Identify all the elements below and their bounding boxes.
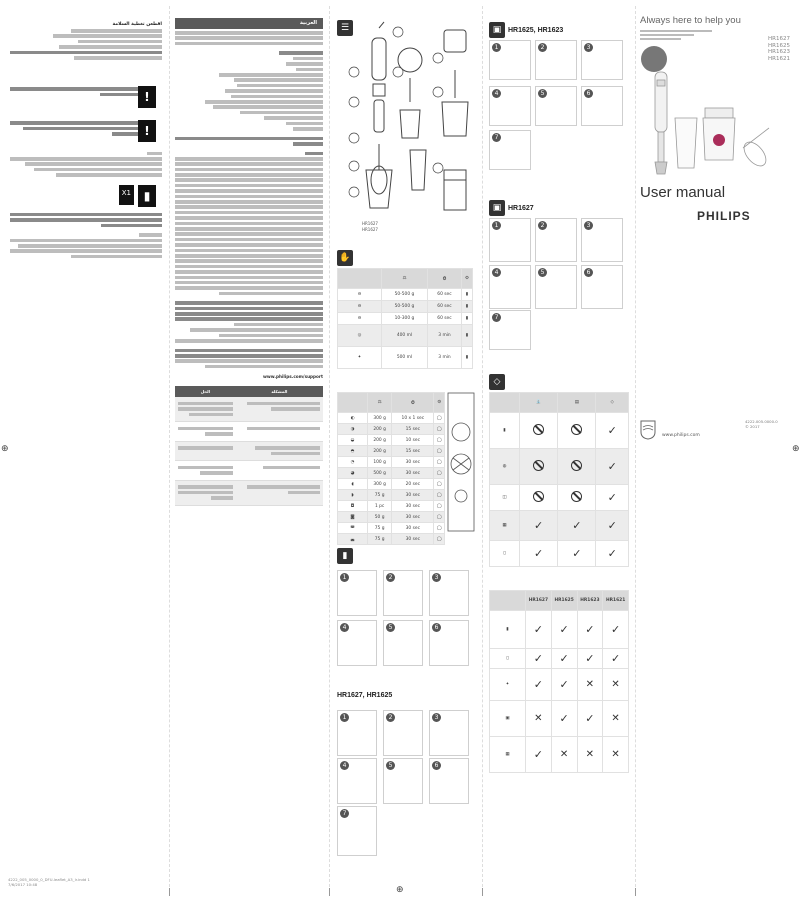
not-allowed-icon bbox=[571, 460, 582, 471]
tap-icon: ⛲ bbox=[520, 393, 558, 413]
check-icon: ✓ bbox=[596, 485, 629, 511]
table-cell: 15 sec bbox=[392, 424, 434, 435]
step-2: 2 bbox=[383, 570, 423, 616]
troubleshooting-table bbox=[175, 386, 323, 506]
manual-title: User manual bbox=[640, 184, 726, 201]
table-cell: 30 sec bbox=[392, 534, 434, 545]
step-3: 3 bbox=[581, 218, 623, 262]
water-drop-icon: ◇ bbox=[489, 374, 505, 390]
table-cell: 30 sec bbox=[392, 523, 434, 534]
check-icon: ✓ bbox=[596, 541, 629, 567]
table-cell: 200 g bbox=[368, 424, 392, 435]
step-7: 7 bbox=[489, 130, 531, 170]
step-6: 6 bbox=[581, 265, 623, 309]
table-cell: 30 sec bbox=[392, 468, 434, 479]
table-cell: 60 sec bbox=[427, 289, 461, 301]
registration-mark: ⊕ bbox=[396, 885, 404, 895]
model-compatibility-table: HR1627 HR1625 HR1623 HR1621 ▮ ✓ ✓ ✓ ✓ ▯ ✓ ✓ ✓ ✓ ✦ ✓ ✓ ✕ ✕ ▣ ✕ ✓ ✓ ✕ ▦ ✓ ✕ ✕ ✕ bbox=[489, 590, 629, 773]
step-2: 2 bbox=[535, 218, 577, 262]
table-cell: 50-500 g bbox=[382, 301, 428, 313]
product-photo bbox=[645, 70, 775, 180]
table-cell: ✓ bbox=[603, 611, 629, 649]
cover-tagline: Always here to help you bbox=[640, 15, 741, 26]
check-icon: ✓ bbox=[596, 413, 629, 449]
table-header: HR1623 bbox=[577, 591, 603, 611]
crop-mark bbox=[329, 888, 330, 896]
step-4: 4 bbox=[489, 86, 531, 126]
table-cell: 30 sec bbox=[392, 457, 434, 468]
arabic-paragraph bbox=[10, 29, 162, 60]
fold-line bbox=[329, 6, 330, 892]
timer-icon: ⏱ bbox=[427, 269, 461, 289]
brand-logo: PHILIPS bbox=[697, 209, 751, 223]
step-3: 3 bbox=[429, 570, 469, 616]
table-cell: 3 min bbox=[427, 347, 461, 369]
arabic-warning bbox=[10, 86, 162, 108]
table-cell: 500 ml bbox=[382, 347, 428, 369]
model-number: HR1627 bbox=[768, 36, 790, 42]
table-cell: 3 min bbox=[427, 325, 461, 347]
model-label: HR1627 bbox=[362, 221, 378, 226]
arabic-intro bbox=[175, 31, 323, 45]
check-icon: ✓ bbox=[520, 541, 558, 567]
table-header-solution: الحل bbox=[175, 386, 236, 397]
model-number: HR1621 bbox=[768, 55, 790, 62]
table-cell: 75 g bbox=[368, 523, 392, 534]
step-4: 4 bbox=[337, 620, 377, 666]
check-icon: ✓ bbox=[558, 511, 596, 541]
table-cell: ✕ bbox=[603, 669, 629, 701]
quantity-icon: ⚖ bbox=[382, 269, 428, 289]
arabic-paragraph bbox=[10, 152, 162, 177]
arabic-parts-list bbox=[175, 51, 323, 130]
table-cell: 500 g bbox=[368, 468, 392, 479]
not-allowed-icon bbox=[533, 491, 544, 502]
table-cell: ✓ bbox=[526, 649, 552, 669]
fold-line bbox=[635, 6, 636, 892]
x1-icon: X1 bbox=[119, 185, 134, 205]
registration-mark: ⊕ bbox=[792, 444, 800, 454]
not-allowed-icon bbox=[571, 424, 582, 435]
table-cell: 50-500 g bbox=[382, 289, 428, 301]
table-cell: 100 g bbox=[368, 457, 392, 468]
chopper-icon: ▣ bbox=[489, 200, 505, 216]
arabic-paragraph bbox=[175, 137, 323, 146]
table-cell: ✕ bbox=[526, 701, 552, 737]
table-cell: ✓ bbox=[551, 701, 577, 737]
model-number: HR1623 bbox=[768, 49, 790, 56]
step-5: 5 bbox=[535, 265, 577, 309]
step-7: 7 bbox=[337, 806, 377, 856]
speed-icon: ⚙ bbox=[434, 393, 445, 413]
step-1: 1 bbox=[489, 218, 531, 262]
model-label: HR1627 bbox=[362, 227, 378, 232]
table-cell: ✓ bbox=[577, 649, 603, 669]
table-cell: ✕ bbox=[603, 737, 629, 773]
product-parts-diagram bbox=[340, 20, 480, 245]
step-1: 1 bbox=[337, 710, 377, 756]
table-cell: ✓ bbox=[551, 611, 577, 649]
step-6: 6 bbox=[429, 620, 469, 666]
table-cell: ✓ bbox=[551, 669, 577, 701]
arabic-paragraph bbox=[175, 301, 323, 342]
arabic-heading: اقطعن تغطية السلامة bbox=[112, 22, 162, 27]
cover-badge bbox=[641, 46, 667, 72]
step-4: 4 bbox=[337, 758, 377, 804]
not-allowed-icon bbox=[571, 491, 582, 502]
arabic-section-heading: العربية bbox=[175, 18, 323, 29]
hand-icon: ✋ bbox=[337, 250, 353, 266]
table-cell: ✓ bbox=[526, 611, 552, 649]
table-header: HR1627 bbox=[526, 591, 552, 611]
arabic-column-1 bbox=[10, 18, 162, 264]
table-cell: 15 sec bbox=[392, 446, 434, 457]
table-cell: ✓ bbox=[551, 649, 577, 669]
arabic-warning bbox=[10, 120, 162, 142]
fold-line bbox=[482, 6, 483, 892]
table-cell: 30 sec bbox=[392, 490, 434, 501]
table-cell: 10 x 1 sec bbox=[392, 413, 434, 424]
crop-mark bbox=[169, 888, 170, 896]
registration-mark: ⊕ bbox=[1, 444, 9, 454]
step-1: 1 bbox=[337, 570, 377, 616]
table-cell: 75 g bbox=[368, 534, 392, 545]
arabic-website-line bbox=[175, 374, 323, 379]
step-1: 1 bbox=[489, 40, 531, 80]
table-cell: 200 g bbox=[368, 435, 392, 446]
step-2: 2 bbox=[535, 40, 577, 80]
step-3: 3 bbox=[581, 40, 623, 80]
chopper-icon: ▣ bbox=[489, 22, 505, 38]
step-6: 6 bbox=[581, 86, 623, 126]
blender-icon: ▮ bbox=[337, 548, 353, 564]
table-cell: ✓ bbox=[577, 701, 603, 737]
warning-icon: ! bbox=[138, 86, 156, 108]
table-cell: 20 sec bbox=[392, 479, 434, 490]
drop-icon: ◇ bbox=[596, 393, 629, 413]
fold-line bbox=[169, 6, 170, 892]
table-cell: ✓ bbox=[603, 649, 629, 669]
arabic-column-2 bbox=[175, 18, 323, 506]
check-icon: ✓ bbox=[596, 449, 629, 485]
quantity-icon: ⚖ bbox=[368, 393, 392, 413]
table-cell: 300 g bbox=[368, 479, 392, 490]
table-cell: ✕ bbox=[603, 701, 629, 737]
table-cell: 60 sec bbox=[427, 313, 461, 325]
check-icon: ✓ bbox=[520, 511, 558, 541]
footer-date: 7/6/2017 10:48 bbox=[8, 881, 38, 887]
philips-shield-icon bbox=[640, 420, 656, 440]
table-cell: 10 sec bbox=[392, 435, 434, 446]
not-allowed-icon bbox=[533, 460, 544, 471]
philips-website[interactable]: www.philips.com bbox=[662, 433, 700, 438]
cover-subtitle bbox=[640, 28, 730, 42]
table-cell: 200 g bbox=[368, 446, 392, 457]
not-allowed-icon bbox=[533, 424, 544, 435]
table-cell: ✕ bbox=[577, 669, 603, 701]
timer-icon: ⏱ bbox=[392, 393, 434, 413]
table-cell: 75 g bbox=[368, 490, 392, 501]
table-cell: 50 g bbox=[368, 512, 392, 523]
print-footer bbox=[8, 878, 90, 887]
cleaning-table: ⛲ ▤ ◇ ▮ ✓ ◍ ✓ ◫ ✓ ▦ ✓ ✓ ✓ ▯ ✓ ✓ ✓ bbox=[489, 392, 629, 567]
cover-model-list bbox=[756, 36, 790, 62]
table-cell: ✓ bbox=[577, 611, 603, 649]
check-icon: ✓ bbox=[596, 511, 629, 541]
table-cell: ✕ bbox=[551, 737, 577, 773]
copyright: © 2017 bbox=[745, 423, 760, 429]
step-3: 3 bbox=[429, 710, 469, 756]
table-cell: 400 ml bbox=[382, 325, 428, 347]
section-title-hr1627: HR1627 bbox=[508, 205, 534, 212]
step-4: 4 bbox=[489, 265, 531, 309]
table-header: HR1621 bbox=[603, 591, 629, 611]
table-header: HR1625 bbox=[551, 591, 577, 611]
step-7: 7 bbox=[489, 310, 531, 350]
table-cell: 60 sec bbox=[427, 301, 461, 313]
table-cell: 30 sec bbox=[392, 512, 434, 523]
chopper-table: ⚖ ⏱ ⚙ ◐ 300 g 10 x 1 sec ◯ ◑ 200 g 15 sec ◯ ◒ 200 g 10 sec ◯ ◓ 200 g 15 sec ◯ ◔ 100 g 30 sec ◯ ◕ 500 g 30 sec ◯ ◖ 300 g 20 sec ◯ ◗ 75 g 30 sec ◯ ◘ 1 pc 30 sec ◯ ◙ 50 g 30 sec ◯ ◚ 75 g 30 sec ◯ ◛ 75 g 30 sec ◯ bbox=[337, 392, 445, 545]
section-title-hr1625-hr1623: HR1625, HR1623 bbox=[508, 27, 564, 34]
table-cell: ✕ bbox=[577, 737, 603, 773]
table-cell: ✓ bbox=[526, 669, 552, 701]
support-url[interactable]: www.philips.com/support bbox=[263, 374, 323, 380]
arabic-paragraph bbox=[175, 349, 323, 369]
table-header-problem: المشكلة bbox=[236, 386, 323, 397]
step-5: 5 bbox=[535, 86, 577, 126]
chopper-illustration bbox=[447, 392, 475, 532]
arabic-paragraph bbox=[175, 152, 323, 296]
section-title-hr1627-hr1625: HR1627, HR1625 bbox=[337, 692, 393, 699]
step-5: 5 bbox=[383, 758, 423, 804]
crop-mark bbox=[482, 888, 483, 896]
step-5: 5 bbox=[383, 620, 423, 666]
document-code: 4222.005.0000.0 bbox=[745, 419, 778, 424]
arabic-paragraph bbox=[10, 213, 162, 227]
document-codes bbox=[745, 420, 778, 429]
warning-icon: ! bbox=[138, 120, 156, 142]
table-cell: 10-300 g bbox=[382, 313, 428, 325]
crop-mark bbox=[635, 888, 636, 896]
speed-table: ⚖ ⏱ ⚙ ⊖ 50-500 g 60 sec ▮ ⊖ 50-500 g 60 sec ▮ ⊖ 10-300 g 60 sec ▮ ◎ 400 ml 3 min ▮ ✦ 500 ml 3 min ▮ bbox=[337, 268, 473, 369]
arabic-paragraph bbox=[10, 233, 162, 258]
step-6: 6 bbox=[429, 758, 469, 804]
table-cell: 300 g bbox=[368, 413, 392, 424]
table-cell: 1 pc bbox=[368, 501, 392, 512]
model-number: HR1625 bbox=[768, 42, 790, 49]
table-cell: 30 sec bbox=[392, 501, 434, 512]
footer-file: 4222_005_0000_0_DFU-leaflet_A3_lr.indd 1 bbox=[8, 877, 90, 882]
blender-icon: ▮ bbox=[138, 185, 156, 207]
arabic-x1-note bbox=[10, 185, 162, 207]
step-2: 2 bbox=[383, 710, 423, 756]
table-cell: ✓ bbox=[526, 737, 552, 773]
speed-icon: ⚙ bbox=[462, 269, 473, 289]
book-icon: ☰ bbox=[337, 20, 353, 36]
check-icon: ✓ bbox=[558, 541, 596, 567]
dishwasher-icon: ▤ bbox=[558, 393, 596, 413]
